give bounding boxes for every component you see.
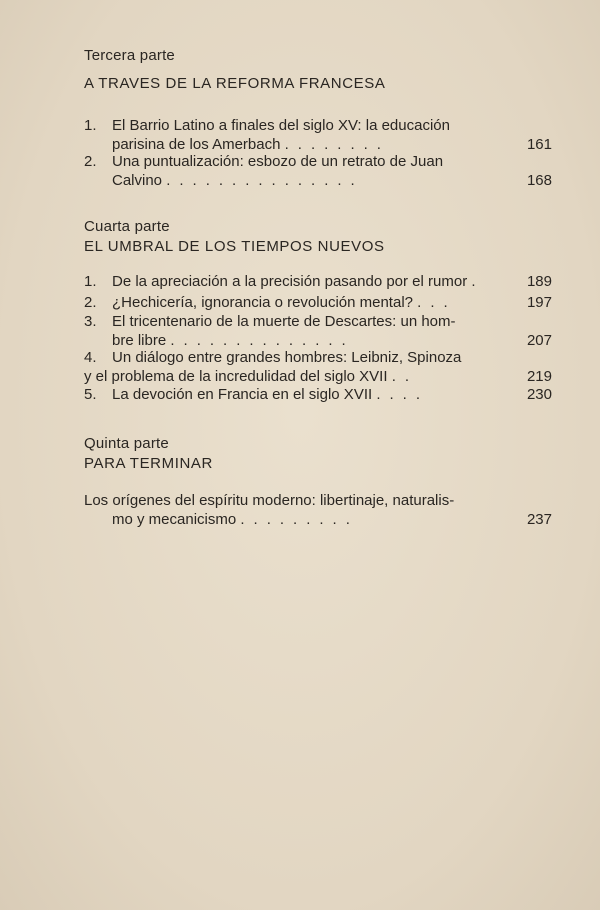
dot-leader: ....: [376, 386, 429, 403]
entry-title-line: La devoción en Francia en el siglo XVII ....: [112, 386, 429, 403]
toc-entry[interactable]: [84, 348, 554, 386]
toc-entry[interactable]: [84, 312, 554, 350]
entry-number: 3.: [84, 313, 97, 330]
entry-title-line: Los orígenes del espíritu moderno: libertinaje, naturalis-: [84, 492, 455, 509]
part-title: A TRAVES DE LA REFORMA FRANCESA: [84, 75, 386, 92]
entry-title-line: Un diálogo entre grandes hombres: Leibniz, Spinoza: [112, 349, 462, 366]
dot-leader: ..............: [170, 332, 355, 349]
entry-number: 1.: [84, 273, 97, 290]
entry-number: 1.: [84, 117, 97, 134]
part-label: Quinta parte: [84, 435, 169, 452]
dot-leader: ...............: [166, 172, 364, 189]
entry-page-number: 207: [526, 332, 552, 349]
entry-title-line: De la apreciación a la precisión pasando por el rumor .: [112, 273, 485, 290]
entry-page-number: 219: [526, 368, 552, 385]
entry-page-number: 230: [526, 386, 552, 403]
toc-entry[interactable]: [84, 272, 554, 291]
toc-entry[interactable]: [84, 491, 554, 529]
entry-page-number: 237: [526, 511, 552, 528]
entry-title-line: y el problema de la incredulidad del siglo XVII ..: [84, 368, 419, 385]
part-label: Tercera parte: [84, 47, 175, 64]
dot-leader: ..: [391, 368, 419, 385]
entry-title-line: Calvino ...............: [112, 172, 364, 189]
entry-title-line: El tricentenario de la muerte de Descartes: un hom-: [112, 313, 456, 330]
toc-entry[interactable]: [84, 152, 554, 190]
dot-leader: ........: [284, 136, 390, 153]
part-title: PARA TERMINAR: [84, 455, 213, 472]
entry-title-line: parisina de los Amerbach ........: [112, 136, 390, 153]
toc-entry[interactable]: [84, 293, 554, 312]
entry-page-number: 168: [526, 172, 552, 189]
entry-page-number: 197: [526, 294, 552, 311]
entry-number: 5.: [84, 386, 97, 403]
entry-page-number: 189: [526, 273, 552, 290]
dot-leader: .........: [240, 511, 359, 528]
entry-number: 4.: [84, 349, 97, 366]
entry-title-line: Una puntualización: esbozo de un retrato de Juan: [112, 153, 444, 170]
part-label: Cuarta parte: [84, 218, 170, 235]
entry-title-line: El Barrio Latino a finales del siglo XV: la educación: [112, 117, 450, 134]
toc-entry[interactable]: [84, 116, 554, 154]
part-title: EL UMBRAL DE LOS TIEMPOS NUEVOS: [84, 238, 385, 255]
entry-page-number: 161: [526, 136, 552, 153]
entry-title-line: mo y mecanicismo .........: [112, 511, 359, 528]
entry-number: 2.: [84, 153, 97, 170]
dot-leader: .: [471, 273, 485, 290]
entry-title-line: ¿Hechicería, ignorancia o revolución mental? ...: [112, 294, 457, 311]
entry-title-line: bre libre ..............: [112, 332, 355, 349]
dot-leader: ...: [417, 294, 457, 311]
entry-number: 2.: [84, 294, 97, 311]
toc-entry[interactable]: [84, 385, 554, 404]
